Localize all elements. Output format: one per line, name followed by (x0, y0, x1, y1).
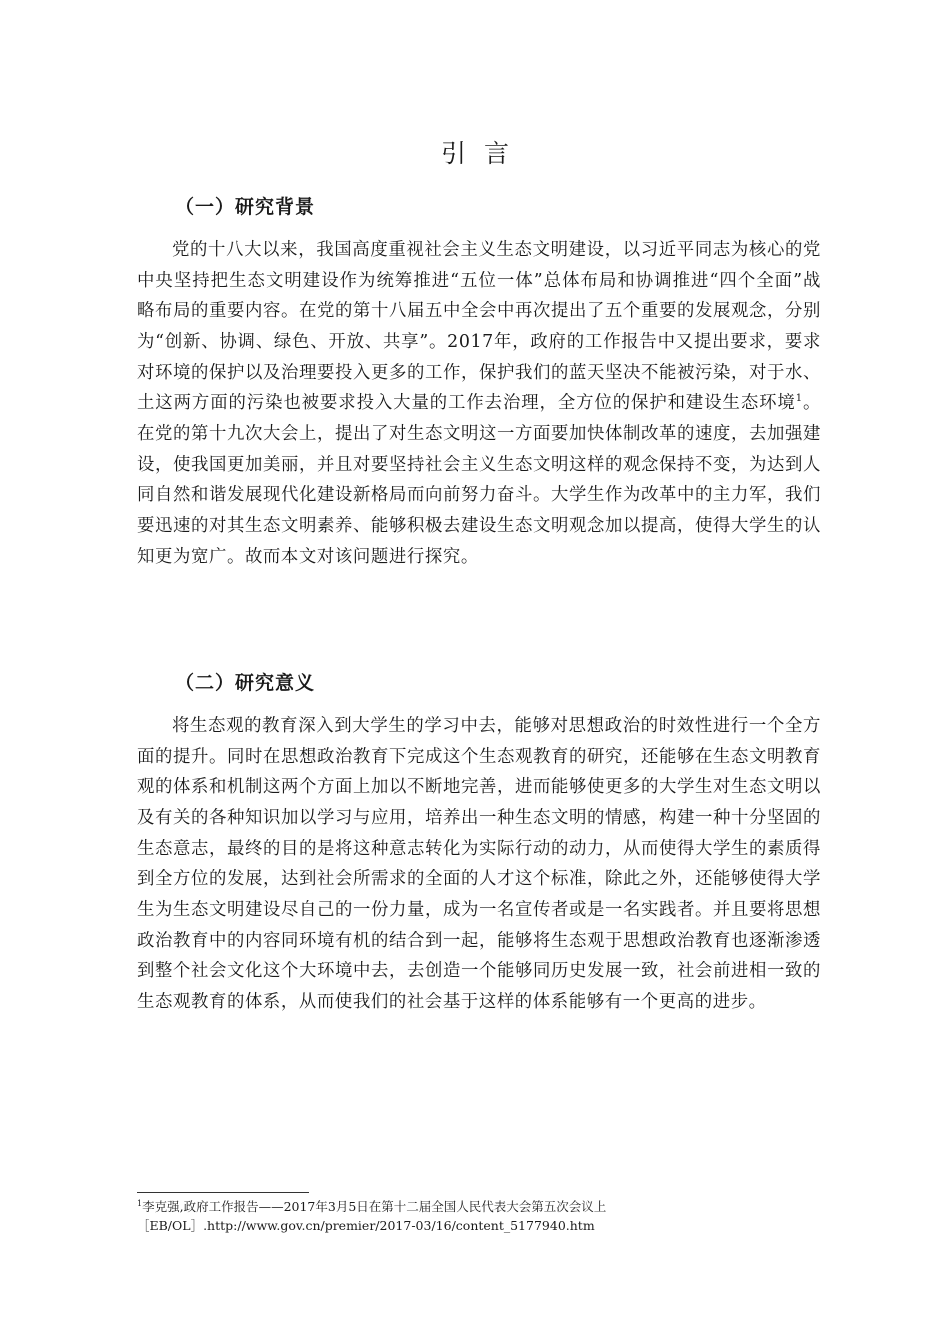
footnote-reference[interactable]: 1 (795, 393, 803, 405)
footnote-number: 1 (137, 1198, 143, 1208)
footnote (137, 1197, 821, 1235)
page-title: 引言 (440, 139, 527, 168)
footnote-line-2[interactable] (137, 1216, 821, 1235)
section-heading-significance: （二）研究意义 (175, 672, 316, 694)
background-text-part1: 党的十八大以来，我国高度重视社会主义生态文明建设，以习近平同志为核心的党中央坚持把生态文明建设作为统筹推进“五位一体”总体布局和协调推进“四个全面”战略布局的重要内容。在党的第十八届五中全会中再次提出了五个重要的发展观念，分别为“创新、协调、绿色、开放、共享”。2017年，政府的工作报告中又提出要求，要求对环境的保护以及治理要投入更多的工作，保护我们的蓝天坚决不能被污染，对于水、土这两方面的污染也被要求投入大量的工作去治理，全方位的保护和建设生态环境 (137, 240, 821, 414)
footnote-line-1 (137, 1197, 821, 1216)
background-text-part2: 。在党的第十九次大会上，提出了对生态文明这一方面要加快体制改革的速度，去加强建设，使我国更加美丽，并且对要坚持社会主义生态文明这样的观念保持不变，为达到人同自然和谐发展现代化建设新格局而向前努力奋斗。大学生作为改革中的主力军，我们要迅速的对其生态文明素养、能够积极去建设生态文明观念加以提高，使得大学生的认知更为宽广。故而本文对该问题进行探究。 (137, 393, 821, 567)
section-heading-background: （一）研究背景 (175, 196, 316, 218)
footnote-url[interactable]: ［EB/OL］.http://www.gov.cn/premier/2017-03/16/content_5177940.htm (137, 1218, 595, 1233)
background-paragraph (137, 235, 821, 572)
footnote-divider (137, 1192, 309, 1193)
footnote-citation: 李克强,政府工作报告——2017年3月5日在第十二届全国人民代表大会第五次会议上 (142, 1199, 607, 1214)
significance-paragraph: 将生态观的教育深入到大学生的学习中去，能够对思想政治的时效性进行一个全方面的提升。同时在思想政治教育下完成这个生态观教育的研究，还能够在生态文明教育观的体系和机制这两个方面上加以不断地完善，进而能够使更多的大学生对生态文明以及有关的各种知识加以学习与应用，培养出一种生态文明的情感，构建一种十分坚固的生态意志，最终的目的是将这种意志转化为实际行动的动力，从而使得大学生的素质得到全方位的发展，达到社会所需求的全面的人才这个标准，除此之外，还能够使得大学生为生态文明建设尽自己的一份力量，成为一名宣传者或是一名实践者。并且要将思想政治教育中的内容同环境有机的结合到一起，能够将生态观于思想政治教育也逐渐渗透到整个社会文化这个大环境中去，去创造一个能够同历史发展一致，社会前进相一致的生态观教育的体系，从而使我们的社会基于这样的体系能够有一个更高的进步。 (137, 716, 821, 1012)
